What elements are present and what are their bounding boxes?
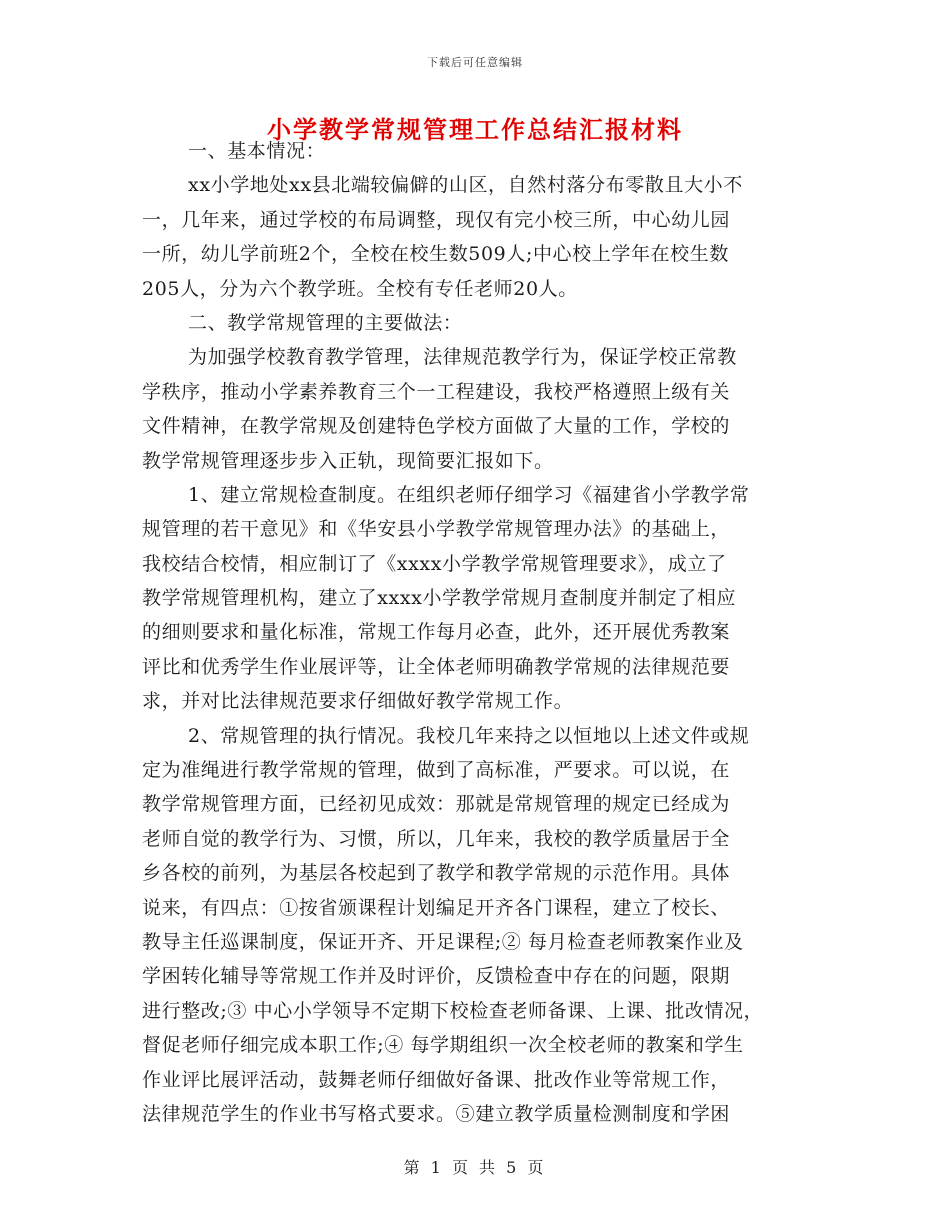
paragraph-line: 求，并对比法律规范要求仔细做好教学常规工作。	[142, 690, 574, 713]
paragraph-line: 教学常规管理机构，建立了xxxx小学教学常规月查制度并制定了相应	[142, 587, 737, 610]
paragraph-line: 学困转化辅导等常规工作并及时评价，反馈检查中存在的问题，限期	[142, 965, 731, 988]
paragraph-line: 规管理的若干意见》和《华安县小学教学常规管理办法》的基础上，	[142, 518, 731, 541]
paragraph-line: 进行整改;③ 中心小学领导不定期下校检查老师备课、上课、批改情况，	[142, 999, 764, 1022]
paragraph-line: 教导主任巡课制度，保证开齐、开足课程;② 每月检查老师教案作业及	[142, 930, 744, 953]
paragraph-line: 法律规范学生的作业书写格式要求。⑤建立教学质量检测制度和学困	[142, 1102, 731, 1125]
paragraph-line: 老师自觉的教学行为、习惯，所以，几年来，我校的教学质量居于全	[142, 827, 731, 850]
paragraph-line: 的细则要求和量化标准，常规工作每月必查，此外，还开展优秀教案	[142, 621, 731, 644]
document-body	[142, 134, 812, 1131]
header-note: 下载后可任意编辑	[427, 56, 523, 69]
paragraph-line: 教学常规管理方面，已经初见成效：那就是常规管理的规定已经成为	[142, 793, 731, 816]
section-heading: 一、基本情况：	[188, 140, 326, 162]
paragraph-line: 督促老师仔细完成本职工作;④ 每学期组织一次全校老师的教案和学生	[142, 1034, 744, 1057]
paragraph-line: 定为准绳进行教学常规的管理，做到了高标准，严要求。可以说，在	[142, 759, 731, 782]
paragraph-line: 文件精神，在教学常规及创建特色学校方面做了大量的工作，学校的	[142, 415, 731, 438]
paragraph-line: 评比和优秀学生作业展评等，让全体老师明确教学常规的法律规范要	[142, 655, 731, 678]
paragraph-line: 乡各校的前列，为基层各校起到了教学和教学常规的示范作用。具体	[142, 862, 731, 885]
paragraph-line: 1、建立常规检查制度。在组织老师仔细学习《福建省小学教学常	[188, 483, 750, 506]
paragraph-line: 2、常规管理的执行情况。我校几年来持之以恒地以上述文件或规	[188, 724, 750, 747]
paragraph-line: 一所，幼儿学前班2个，全校在校生数509人;中心校上学年在校生数	[142, 243, 729, 266]
paragraph-line: 我校结合校情，相应制订了《xxxx小学教学常规管理要求》，成立了	[142, 552, 727, 575]
paragraph-line: 为加强学校教育教学管理，法律规范教学行为，保证学校正常教	[188, 346, 737, 369]
paragraph-line: 一，几年来，通过学校的布局调整，现仅有完小校三所，中心幼儿园	[142, 208, 731, 231]
paragraph-line: 说来，有四点：①按省颁课程计划编足开齐各门课程，建立了校长、	[142, 896, 731, 919]
paragraph-line: 教学常规管理逐步步入正轨，现简要汇报如下。	[142, 449, 554, 472]
paragraph-line: xx小学地处xx县北端较偏僻的山区，自然村落分布零散且大小不	[188, 174, 743, 197]
paragraph-line: 205人，分为六个教学班。全校有专任老师20人。	[142, 277, 578, 300]
page-footer: 第 1 页 共 5 页	[403, 1158, 547, 1177]
section-heading: 二、教学常规管理的主要做法：	[188, 311, 463, 334]
paragraph-line: 学秩序，推动小学素养教育三个一工程建设，我校严格遵照上级有关	[142, 380, 731, 403]
document-title: 小学教学常规管理工作总结汇报材料	[267, 115, 683, 144]
paragraph-line: 作业评比展评活动，鼓舞老师仔细做好备课、批改作业等常规工作，	[142, 1068, 731, 1091]
